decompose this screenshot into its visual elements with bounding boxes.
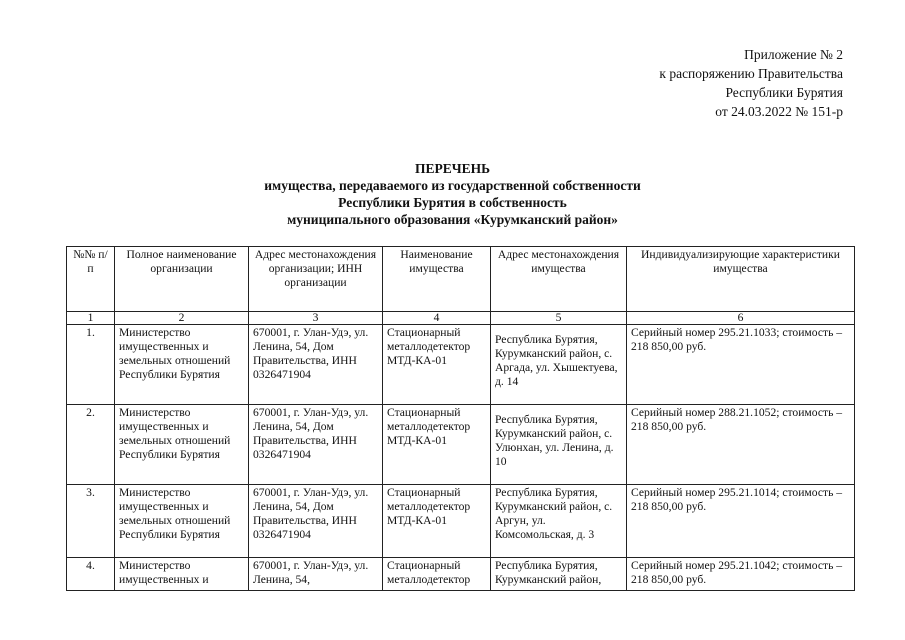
table-row <box>67 325 855 405</box>
property-name: Стационарный металлодетектор МТД-КА-01 <box>383 405 491 485</box>
org-name: Министерство имущественных и земельных отношений Республики Бурятия <box>115 405 249 485</box>
org-address: 670001, г. Улан-Удэ, ул. Ленина, 54, Дом Правительства, ИНН 0326471904 <box>249 485 383 558</box>
table-row <box>67 405 855 485</box>
title-line: муниципального образования «Курумканский район» <box>287 212 618 227</box>
property-address: Республика Бурятия, Курумканский район, с. Аргун, ул. Комсомольская, д. 3 <box>491 485 627 558</box>
property-characteristics: Серийный номер 288.21.1052; стоимость – 218 850,00 руб. <box>627 405 855 485</box>
property-name: Стационарный металлодетектор <box>383 558 491 591</box>
title-line: ПЕРЕЧЕНЬ <box>414 161 491 176</box>
table-row <box>67 485 855 558</box>
property-address: Республика Бурятия, Курумканский район, с. Аргада, ул. Хышектуева, д. 14 <box>491 325 627 405</box>
header-cell: Наименование имущества <box>383 247 491 312</box>
row-number: 4. <box>67 558 115 591</box>
header-cell: Полное наименование организации <box>115 247 249 312</box>
header-cell: Индивидуализирующие характеристики имущества <box>627 247 855 312</box>
column-number: 4 <box>383 312 491 325</box>
column-number: 3 <box>249 312 383 325</box>
table-header-row <box>67 247 855 312</box>
org-name: Министерство имущественных и земельных отношений Республики Бурятия <box>115 325 249 405</box>
org-address: 670001, г. Улан-Удэ, ул. Ленина, 54, Дом Правительства, ИНН 0326471904 <box>249 325 383 405</box>
appendix-line: Приложение № 2 <box>744 47 843 62</box>
table-row <box>67 558 855 591</box>
appendix-header <box>659 45 843 121</box>
appendix-line: Республики Бурятия <box>725 85 843 100</box>
org-address: 670001, г. Улан-Удэ, ул. Ленина, 54, Дом Правительства, ИНН 0326471904 <box>249 405 383 485</box>
row-number: 2. <box>67 405 115 485</box>
column-number: 5 <box>491 312 627 325</box>
property-name: Стационарный металлодетектор МТД-КА-01 <box>383 325 491 405</box>
property-characteristics: Серийный номер 295.21.1042; стоимость – 218 850,00 руб. <box>627 558 855 591</box>
property-table <box>66 246 855 591</box>
header-cell: Адрес местонахождения организации; ИНН организации <box>249 247 383 312</box>
property-characteristics: Серийный номер 295.21.1033; стоимость – 218 850,00 руб. <box>627 325 855 405</box>
column-number: 2 <box>115 312 249 325</box>
header-cell: №№ п/п <box>67 247 115 312</box>
property-characteristics: Серийный номер 295.21.1014; стоимость – 218 850,00 руб. <box>627 485 855 558</box>
row-number: 3. <box>67 485 115 558</box>
column-number: 6 <box>627 312 855 325</box>
column-number: 1 <box>67 312 115 325</box>
appendix-line: от 24.03.2022 № 151-р <box>715 104 843 119</box>
org-name: Министерство имущественных и <box>115 558 249 591</box>
property-address: Республика Бурятия, Курумканский район, с. Улюнхан, ул. Ленина, д. 10 <box>491 405 627 485</box>
title-line: Республики Бурятия в собственность <box>338 195 567 210</box>
document-title <box>0 160 905 228</box>
org-name: Министерство имущественных и земельных отношений Республики Бурятия <box>115 485 249 558</box>
property-name: Стационарный металлодетектор МТД-КА-01 <box>383 485 491 558</box>
appendix-line: к распоряжению Правительства <box>659 66 843 81</box>
org-address: 670001, г. Улан-Удэ, ул. Ленина, 54, <box>249 558 383 591</box>
header-cell: Адрес местонахождения имущества <box>491 247 627 312</box>
property-address: Республика Бурятия, Курумканский район, <box>491 558 627 591</box>
title-line: имущества, передаваемого из государственной собственности <box>264 178 641 193</box>
column-number-row <box>67 312 855 325</box>
row-number: 1. <box>67 325 115 405</box>
